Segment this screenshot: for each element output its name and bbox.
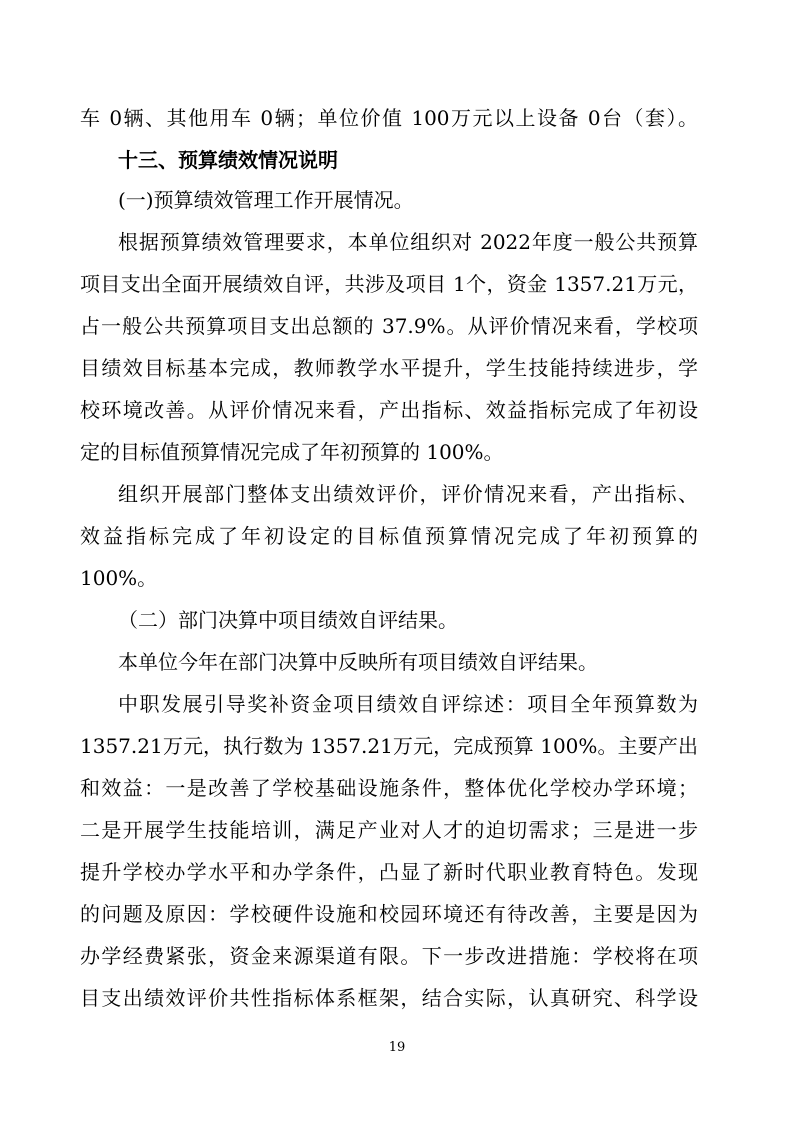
body-text-line: 100%。	[80, 566, 158, 590]
body-text-line: 车 0辆、其他用车 0辆；单位价值 100万元以上设备 0台（套）。	[80, 106, 698, 130]
page-number: 19	[388, 1040, 406, 1055]
body-text-line: 1357.21万元，执行数为 1357.21万元，完成预算 100%。主要产出	[80, 734, 698, 758]
body-text-line: 目支出绩效评价共性指标体系框架，结合实际，认真研究、科学设	[80, 986, 698, 1010]
body-text-line: 二是开展学生技能培训，满足产业对人才的迫切需求；三是进一步	[80, 818, 698, 842]
body-text-line: 的问题及原因：学校硬件设施和校园环境还有待改善，主要是因为	[80, 902, 698, 926]
body-text-line: 效益指标完成了年初设定的目标值预算情况完成了年初预算的	[80, 524, 698, 548]
body-text-line: 占一般公共预算项目支出总额的 37.9%。从评价情况来看，学校项	[80, 314, 698, 338]
body-text-line: 目绩效目标基本完成，教师教学水平提升，学生技能持续进步，学	[80, 356, 698, 380]
paragraph-first-line: 本单位今年在部门决算中反映所有项目绩效自评结果。	[118, 650, 598, 674]
subsection-heading: （二）部门决算中项目绩效自评结果。	[118, 608, 458, 632]
paragraph-first-line: 组织开展部门整体支出绩效评价，评价情况来看，产出指标、	[118, 482, 698, 506]
paragraph-first-line: 中职发展引导奖补资金项目绩效自评综述：项目全年预算数为	[118, 692, 698, 716]
body-text-line: 校环境改善。从评价情况来看，产出指标、效益指标完成了年初设	[80, 398, 698, 422]
body-text-line: 提升学校办学水平和办学条件，凸显了新时代职业教育特色。发现	[80, 860, 698, 884]
body-text-line: 项目支出全面开展绩效自评，共涉及项目 1个，资金 1357.21万元，	[80, 272, 698, 296]
body-text-line: 定的目标值预算情况完成了年初预算的 100%。	[80, 440, 504, 464]
body-text-line: 和效益：一是改善了学校基础设施条件，整体优化学校办学环境；	[80, 776, 698, 800]
subsection-heading: (一)预算绩效管理工作开展情况。	[118, 188, 414, 212]
section-heading: 十三、预算绩效情况说明	[118, 148, 338, 172]
paragraph-first-line: 根据预算绩效管理要求，本单位组织对 2022年度一般公共预算	[118, 230, 698, 254]
body-text-line: 办学经费紧张，资金来源渠道有限。下一步改进措施：学校将在项	[80, 944, 698, 968]
